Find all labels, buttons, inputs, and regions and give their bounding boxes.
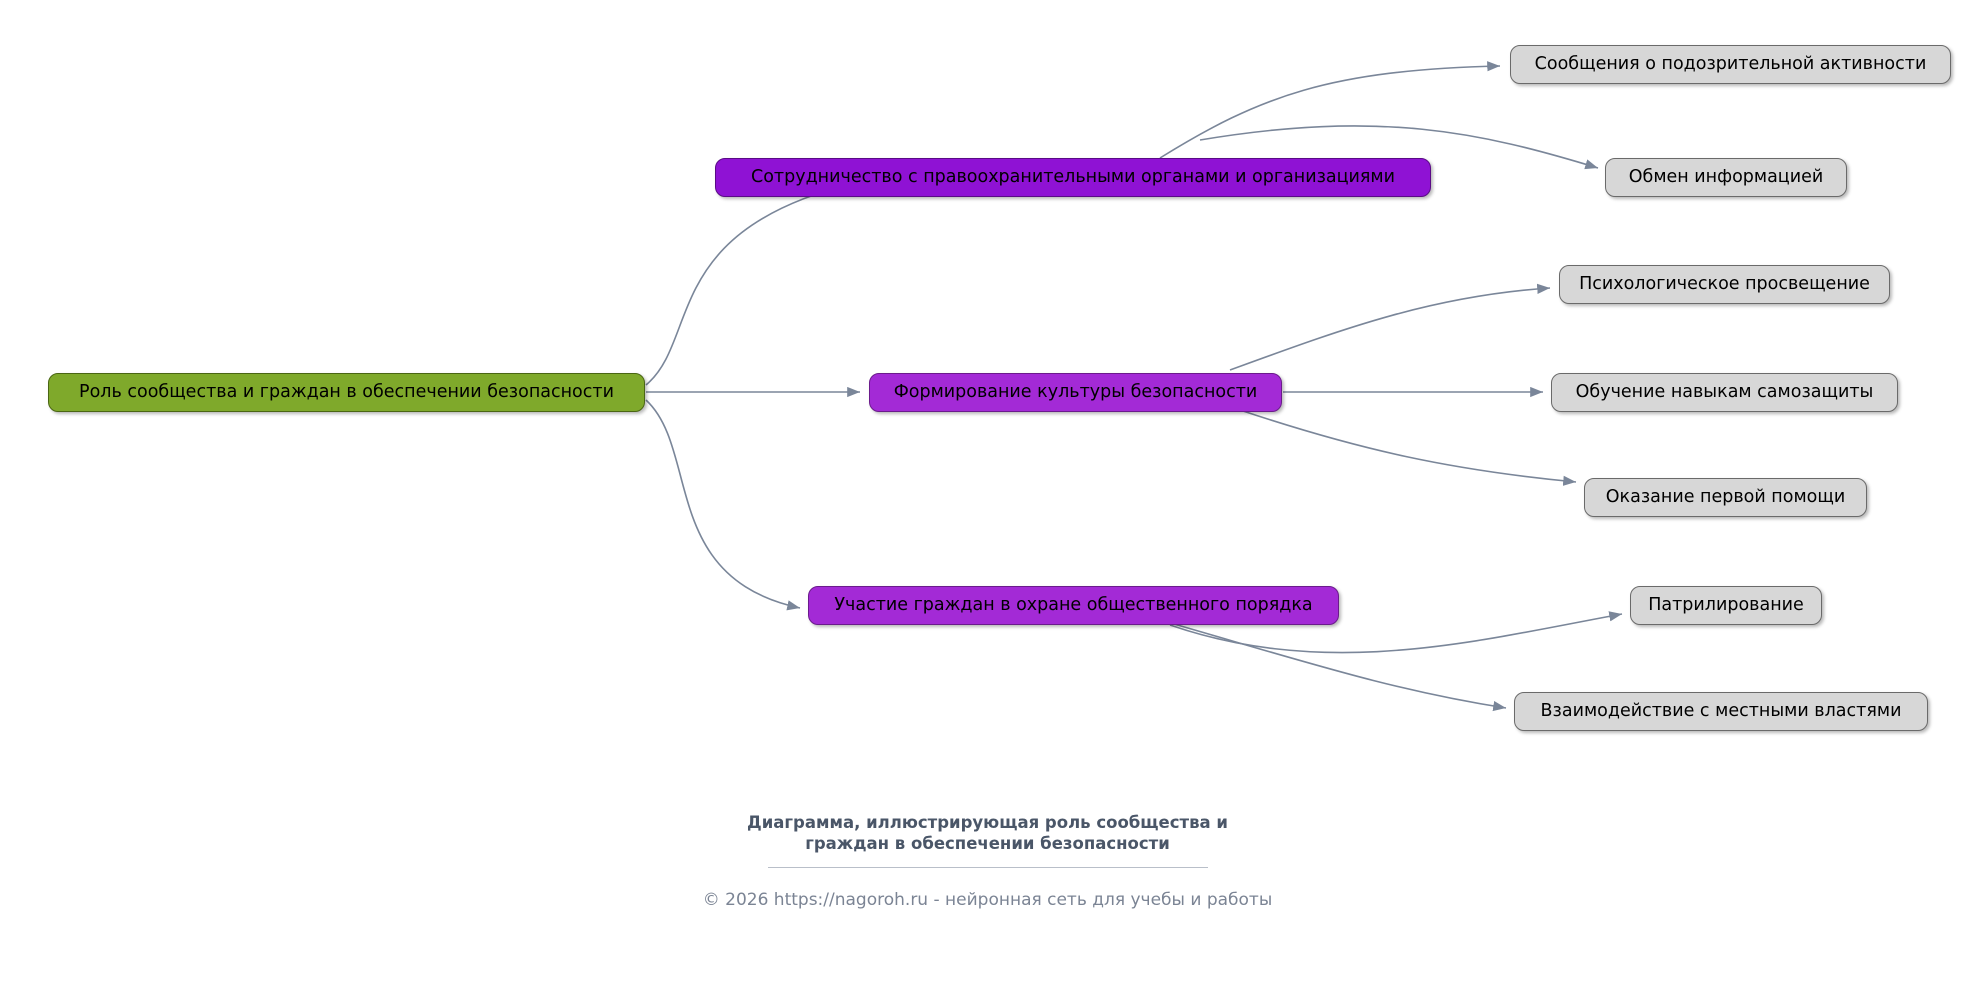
edge-root-to-public-order (646, 400, 800, 608)
node-suspicious-reports-label: Сообщения о подозрительной активности (1534, 54, 1927, 74)
node-self-defense[interactable] (1551, 373, 1898, 412)
node-first-aid[interactable] (1584, 478, 1867, 517)
diagram-caption-line-1: Диаграмма, иллюстрирующая роль сообщества и (747, 813, 1228, 832)
node-safety-culture[interactable] (869, 373, 1282, 412)
node-local-authorities-label: Взаимодействие с местными властями (1540, 701, 1902, 721)
node-public-order-label: Участие граждан в охране общественного порядка (834, 595, 1313, 615)
node-safety-culture-label: Формирование культуры безопасности (893, 382, 1258, 402)
node-information-exchange-label: Обмен информацией (1628, 167, 1824, 187)
node-cooperation-label: Сотрудничество с правоохранительными органами и организациями (751, 167, 1395, 187)
node-root[interactable] (48, 373, 645, 412)
node-self-defense-label: Обучение навыкам самозащиты (1575, 382, 1874, 402)
footer-credit: © 2026 https://nagoroh.ru - нейронная сеть для учебы и работы (702, 890, 1273, 910)
edge-public-order-to-local-authorities (1160, 620, 1506, 708)
caption-divider (768, 867, 1208, 868)
node-psychological-education-label: Психологическое просвещение (1579, 274, 1870, 294)
edge-safety-to-psychological-education (1230, 288, 1550, 370)
node-local-authorities[interactable] (1514, 692, 1928, 731)
diagram-caption-line-2: граждан в обеспечении безопасности (805, 834, 1170, 853)
node-cooperation[interactable] (715, 158, 1431, 197)
edge-root-to-cooperation (646, 183, 855, 385)
edge-safety-to-first-aid (1240, 410, 1576, 482)
node-first-aid-label: Оказание первой помощи (1605, 487, 1846, 507)
node-root-label: Роль сообщества и граждан в обеспечении безопасности (79, 382, 614, 402)
node-information-exchange[interactable] (1605, 158, 1847, 197)
node-public-order[interactable] (808, 586, 1339, 625)
node-suspicious-reports[interactable] (1510, 45, 1951, 84)
edge-cooperation-to-suspicious-reports (1160, 66, 1500, 158)
node-patrolling-label: Патрилирование (1648, 595, 1804, 615)
node-patrolling[interactable] (1630, 586, 1822, 625)
node-psychological-education[interactable] (1559, 265, 1890, 304)
